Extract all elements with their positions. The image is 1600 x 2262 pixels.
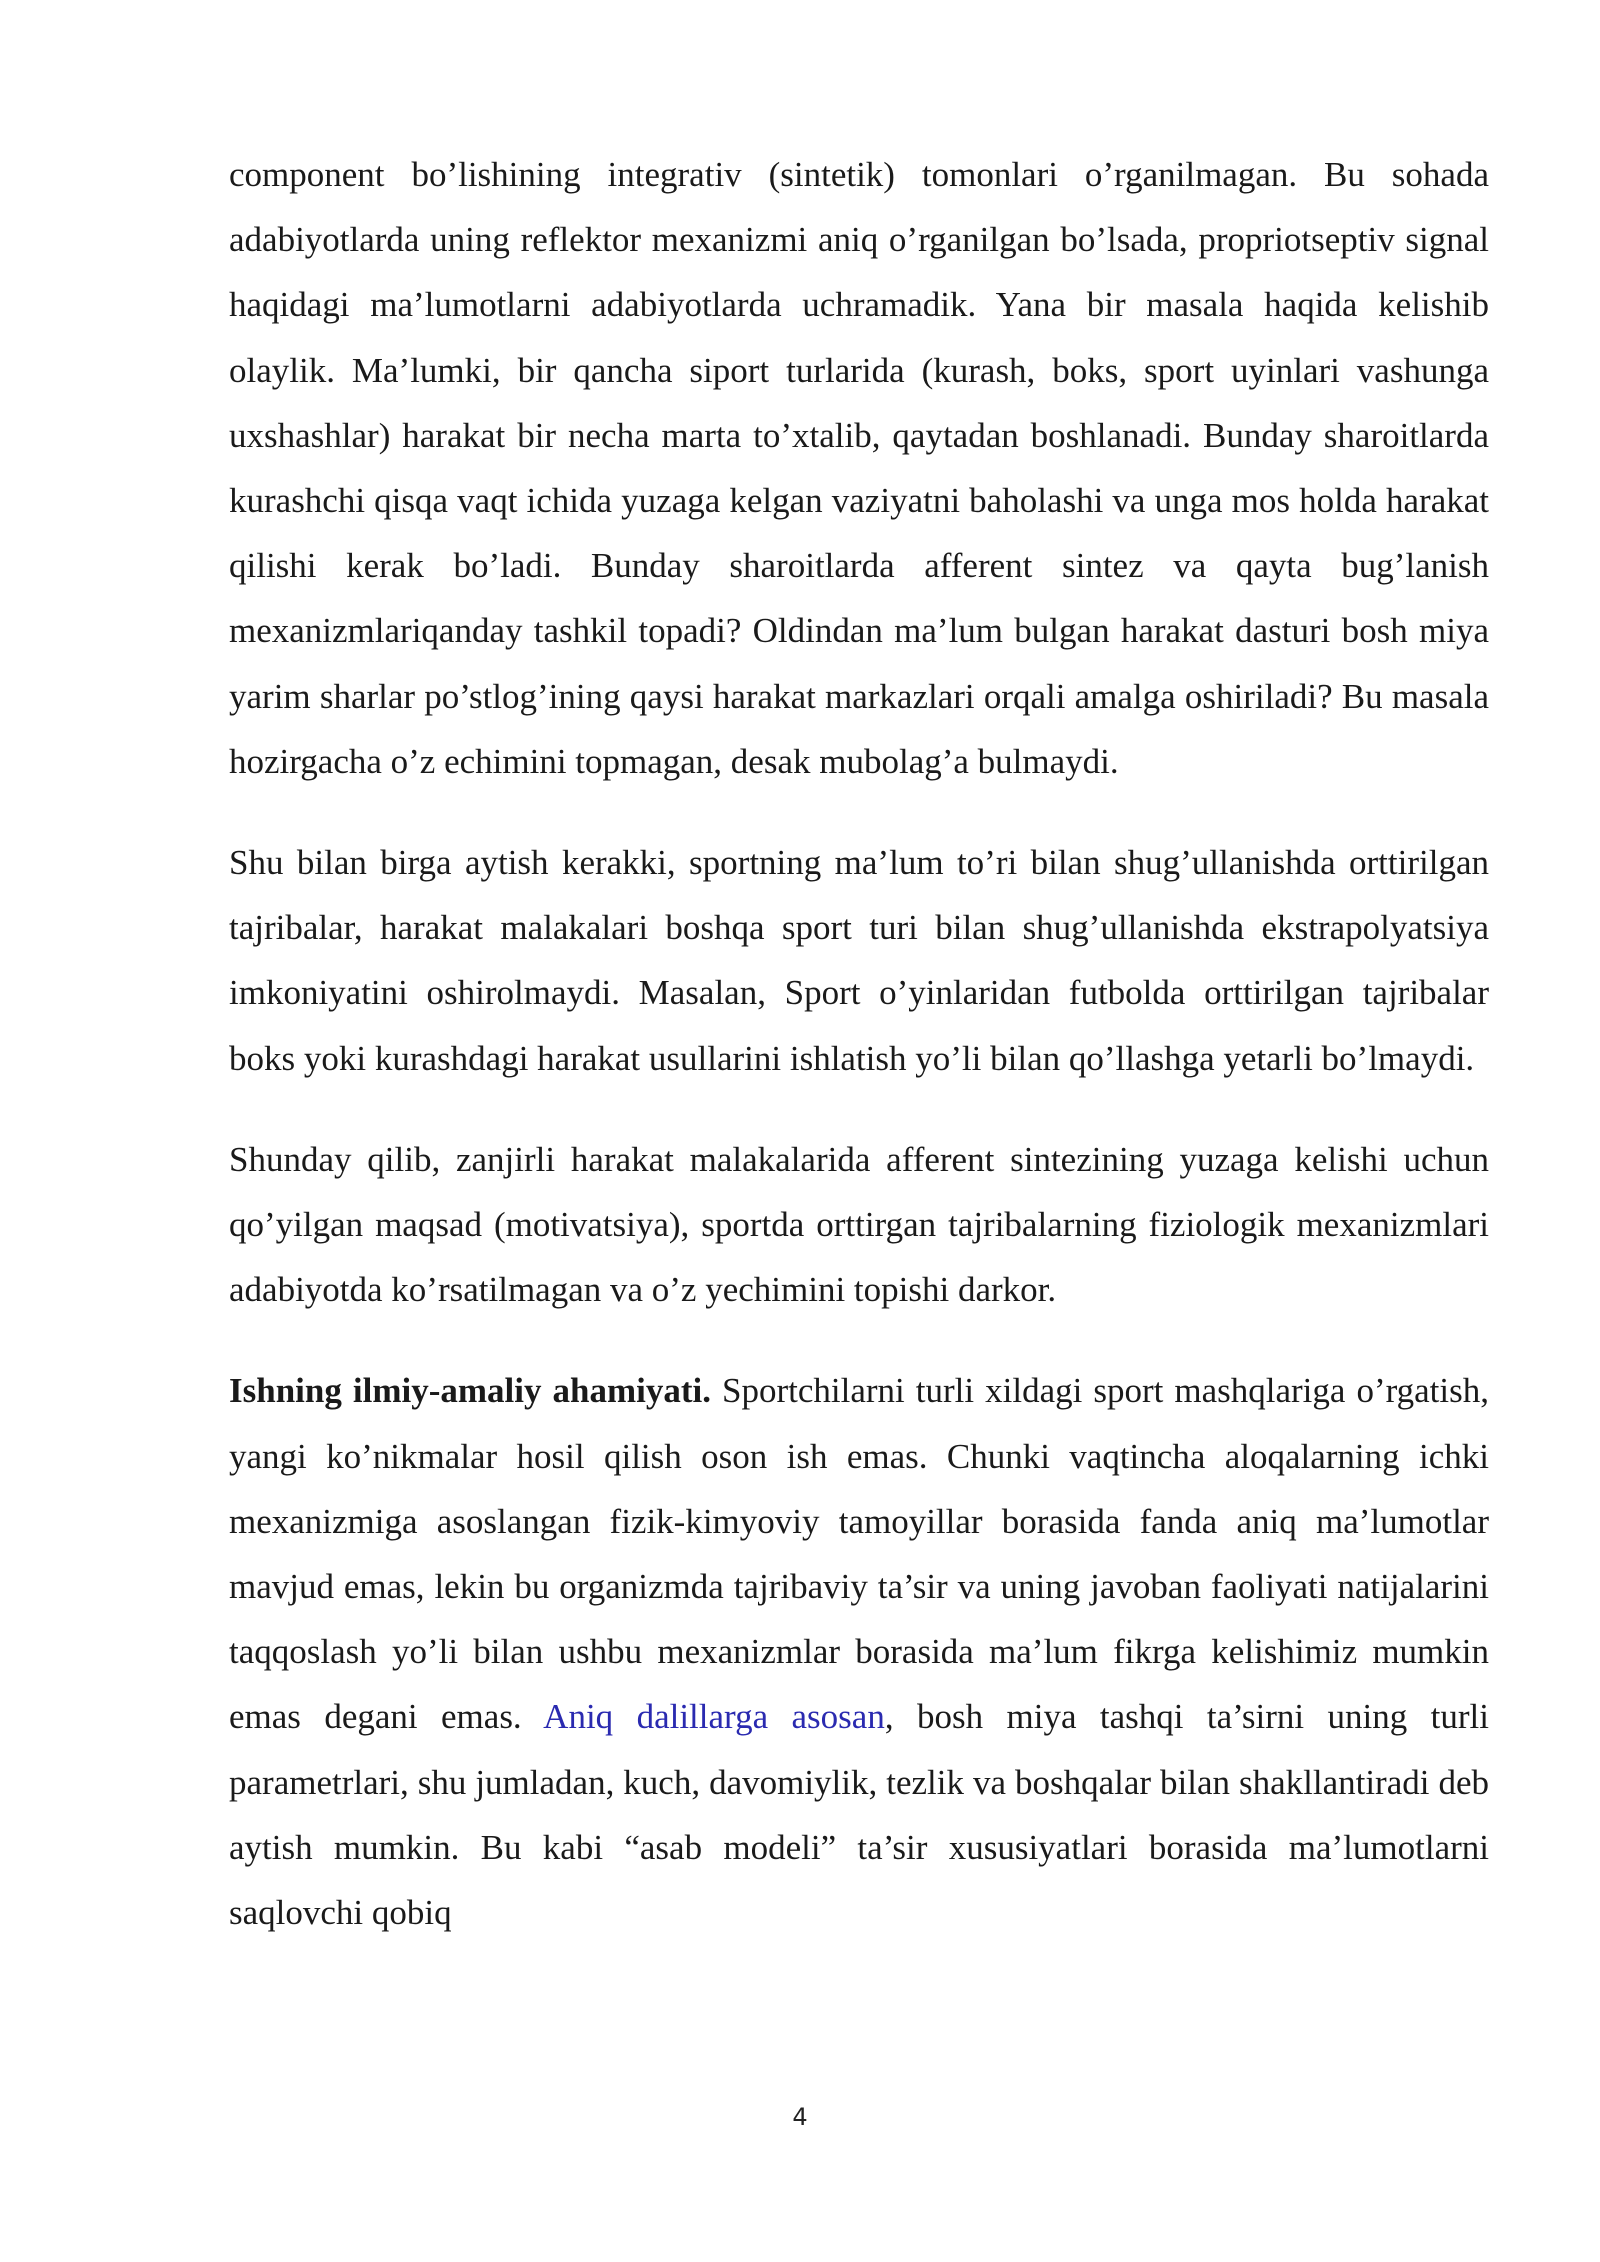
document-page <box>229 142 1489 1945</box>
paragraph-3: Shunday qilib, zanjirli harakat malakalarida afferent sintezining yuzaga kelishi uchun qo’yilgan maqsad (motivatsiya), sportda orttirgan tajribalarning fiziologik mexanizmlari adabiyotda ko’rsatilmagan va o’z yechimini topishi darkor. <box>229 1139 1489 1310</box>
page-number: 4 <box>792 2103 808 2131</box>
paragraph-4 <box>229 1358 1489 1945</box>
section-heading: Ishning ilmiy-amaliy ahamiyati. <box>229 1371 711 1411</box>
reference-link[interactable]: Aniq dalillarga asosan <box>543 1697 885 1737</box>
paragraph-4-text-start: Sportchilarni turli xildagi sport mashqlariga o’rgatish, yangi ko’nikmalar hosil qilish oson ish emas. Chunki vaqtincha aloqalarning ichki mexanizmiga asoslangan fizik-kimyoviy tamoyillar borasida fanda aniq ma’lumotlar mavjud emas, lekin bu organizmda tajribaviy ta’sir va uning javoban faoliyati natijalarini taqqoslash yo’li bilan ushbu mexanizmlar borasida ma’lum fikrga kelishimiz mumkin emas degani emas. <box>229 1371 1489 1737</box>
paragraph-4-text-end: , bosh miya tashqi ta’sirni uning turli parametrlari, shu jumladan, kuch, davomiylik, tezlik va boshqalar bilan shakllantiradi deb aytish mumkin. Bu kabi “asab modeli” ta’sir xususiyatlari borasida ma’lumotlarni saqlovchi qobiq <box>229 1697 1489 1933</box>
paragraph-1: component bo’lishining integrativ (sintetik) tomonlari o’rganilmagan. Bu sohada adabiyotlarda uning reflektor mexanizmi aniq o’rganilgan bo’lsada, propriotseptiv signal haqidagi ma’lumotlarni adabiyotlarda uchramadik. Yana bir masala haqida kelishib olaylik. Ma’lumki, bir qancha siport turlarida (kurash, boks, sport uyinlari vashunga uxshashlar) harakat bir necha marta to’xtalib, qaytadan boshlanadi. Bunday sharoitlarda kurashchi qisqa vaqt ichida yuzaga kelgan vaziyatni baholashi va unga mos holda harakat qilishi kerak bo’ladi. Bunday sharoitlarda afferent sintez va qayta bug’lanish mexanizmlariqanday tashkil topadi? Oldindan ma’lum bulgan harakat dasturi bosh miya yarim sharlar po’stlog’ining qaysi harakat markazlari orqali amalga oshiriladi? Bu masala hozirgacha o’z echimini topmagan, desak mubolag’a bulmaydi. <box>229 155 1489 781</box>
paragraph-2: Shu bilan birga aytish kerakki, sportning ma’lum to’ri bilan shug’ullanishda orttirilgan tajribalar, harakat malakalari boshqa sport turi bilan shug’ullanishda ekstrapolyatsiya imkoniyatini oshirolmaydi. Masalan, Sport o’yinlaridan futbolda orttirilgan tajribalar boks yoki kurashdagi harakat usullarini ishlatish yo’li bilan qo’llashga yetarli bo’lmaydi. <box>229 843 1489 1078</box>
